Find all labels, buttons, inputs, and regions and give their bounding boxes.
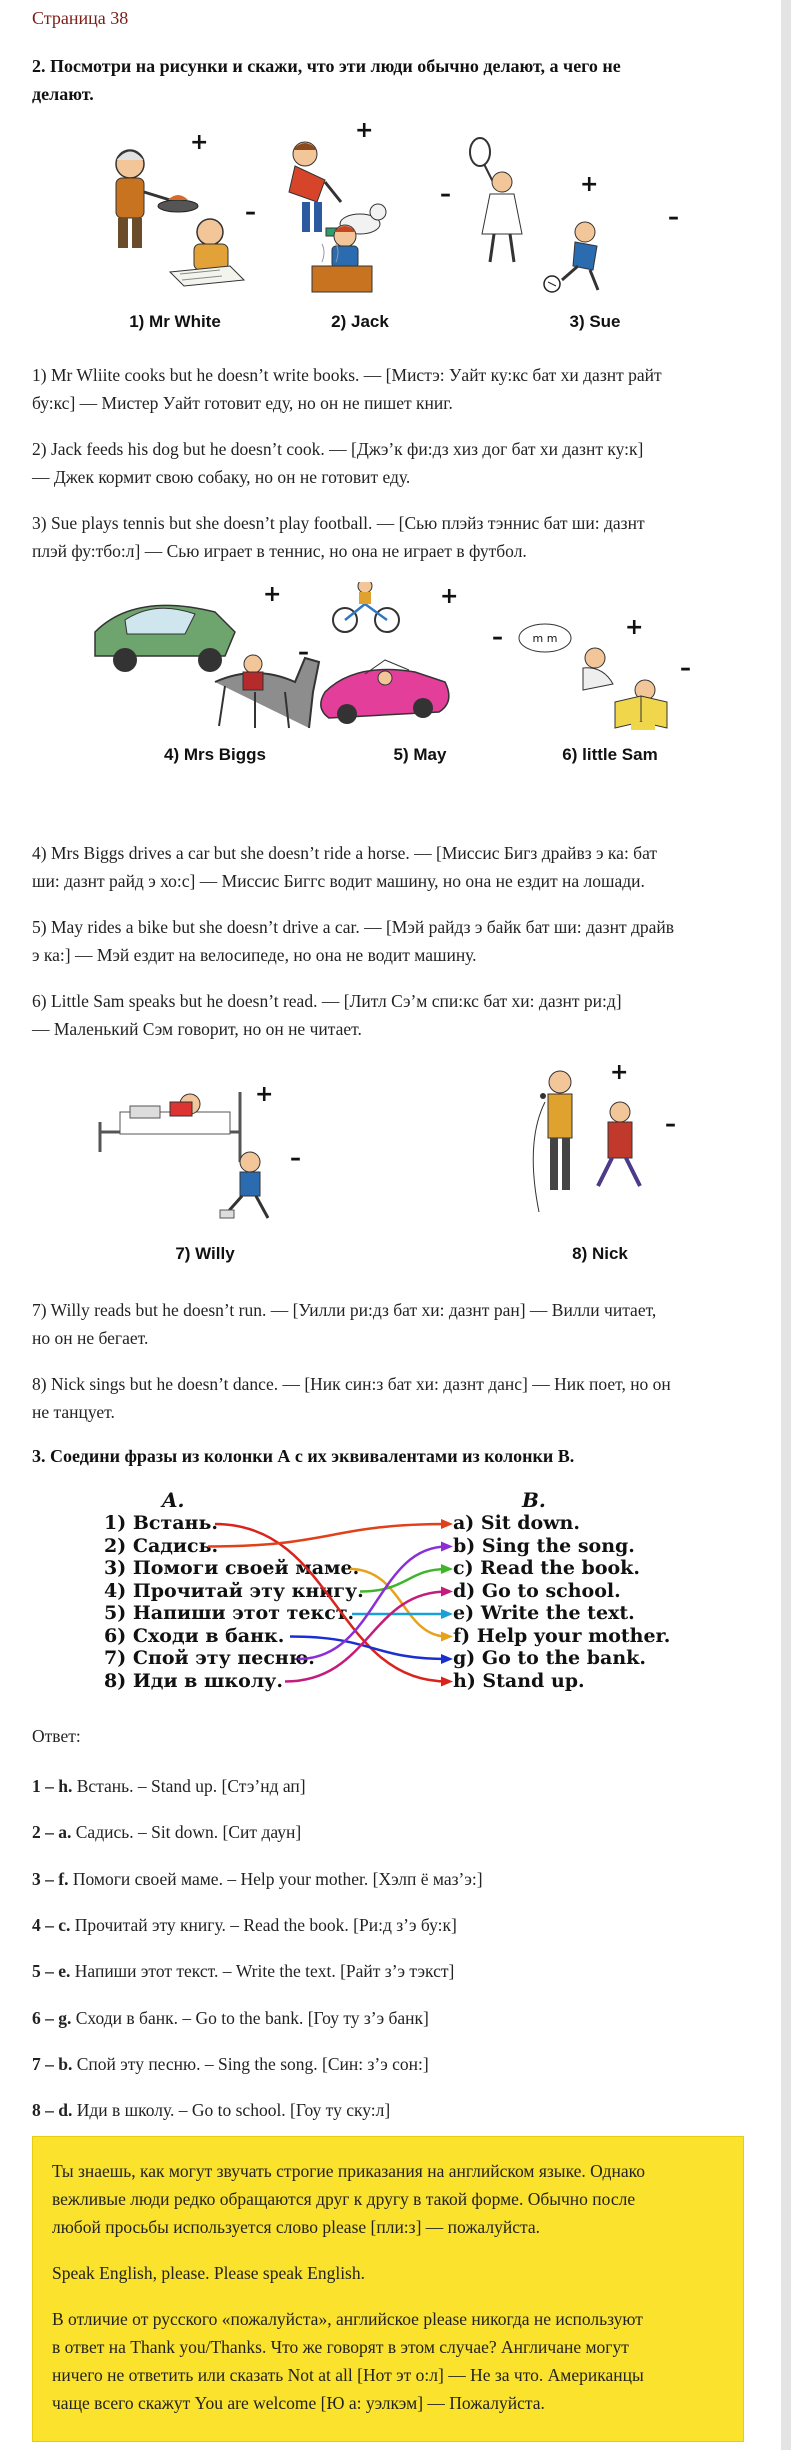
answer-key: 1 – h. <box>32 1776 73 1796</box>
plus-sign: + <box>610 1060 629 1085</box>
minus-sign: – <box>298 640 309 665</box>
arrowhead-icon <box>441 1587 453 1597</box>
plus-sign: + <box>625 615 644 640</box>
task2-title-line2: делают. <box>32 84 94 104</box>
column-a-item: 8) Иди в школу. <box>104 1669 283 1692</box>
column-a-heading: A. <box>162 1488 185 1512</box>
minus-sign: – <box>440 182 451 207</box>
page-number: Страница 38 <box>32 8 129 28</box>
column-a-item: 4) Прочитай эту книгу. <box>104 1579 364 1602</box>
answer-text: Спой эту песню. – Sing the song. [Син: з’э сон:] <box>72 2053 429 2074</box>
match-line <box>290 1637 447 1660</box>
answer-text: Иди в школу. – Go to school. [Гоу ту ску:л] <box>72 2100 391 2121</box>
column-b-item: c) Read the book. <box>453 1557 640 1579</box>
sentence-6-line2: — Маленький Сэм говорит, но он не читает. <box>32 1019 362 1039</box>
tip-p3-line2: в ответ на Thank you/Thanks. Что же говорят в этом случае? Англичане могут <box>52 2337 629 2357</box>
plus-sign: + <box>263 582 282 607</box>
answer-text: Сходи в банк. – Go to the bank. [Гоу ту з’э банк] <box>71 2007 429 2028</box>
caption-sue: 3) Sue <box>569 312 621 331</box>
sentence-5-line2: э ка:] — Мэй ездит на велосипеде, но она не водит машину. <box>32 945 477 965</box>
caption-little-sam: 6) little Sam <box>562 745 658 764</box>
answer-text: Встань. – Stand up. [Стэ’нд ап] <box>72 1776 306 1796</box>
sentence-6-line1: 6) Little Sam speaks but he doesn’t read. — [Литл Сэ’м спи:кс бат хи: дазнт ри:д] <box>32 991 622 1011</box>
tip-p2-line1: Speak English, please. Please speak English. <box>52 2263 365 2283</box>
column-b-item: f) Help your mother. <box>453 1624 671 1647</box>
column-b-item: d) Go to school. <box>453 1579 621 1602</box>
sentence-8-line2: не танцует. <box>32 1402 115 1422</box>
sentence-1-line1: 1) Mr Wliite cooks but he doesn’t write books. — [Мистэ: Уайт ку:кс бат хи дазнт райт <box>32 365 662 385</box>
column-b-item: a) Sit down. <box>453 1512 580 1534</box>
tip-p3-line4: чаще всего скажут You are welcome [Ю а: уэлкэм] — Пожалуйста. <box>52 2393 545 2413</box>
answer-item <box>32 1865 483 1893</box>
caption-nick: 8) Nick <box>572 1244 628 1263</box>
answer-text: Садись. – Sit down. [Сит даун] <box>71 1822 302 1843</box>
tip-box <box>32 2136 744 2442</box>
column-b-heading: B. <box>522 1488 546 1512</box>
column-a-item: 3) Помоги своей маме. <box>104 1557 360 1579</box>
arrowhead-icon <box>441 1654 453 1664</box>
answer-key: 4 – c. <box>32 1914 71 1935</box>
caption-willy: 7) Willy <box>175 1244 235 1263</box>
answer-key: 6 – g. <box>32 2007 72 2028</box>
caption-mrs-biggs: 4) Mrs Biggs <box>163 745 267 764</box>
caption-mr-white: 1) Mr White <box>129 312 221 331</box>
answer-key: 3 – f. <box>32 1868 69 1889</box>
answer-text: Напиши этот текст. – Write the text. [Райт з’э тэкст] <box>70 1961 455 1982</box>
plus-sign: + <box>580 172 599 197</box>
match-line <box>298 1547 447 1660</box>
answer-key: 7 – b. <box>32 2053 73 2074</box>
tip-p3-line1: В отличие от русского «пожалуйста», английское please никогда не используют <box>52 2309 643 2329</box>
minus-sign: – <box>668 205 679 230</box>
caption-may: 5) May <box>393 745 447 764</box>
arrowhead-icon <box>441 1609 453 1619</box>
match-line <box>360 1569 447 1592</box>
arrowhead-icon <box>441 1564 453 1574</box>
column-b-item: b) Sing the song. <box>453 1534 635 1557</box>
answer-item <box>32 2096 390 2124</box>
minus-sign: – <box>680 656 691 681</box>
answer-item <box>32 1772 306 1800</box>
match-line <box>350 1569 447 1637</box>
sentence-3-line2: плэй фу:тбо:л] — Сью играет в теннис, но она не играет в футбол. <box>32 541 527 561</box>
answer-item <box>32 2004 429 2032</box>
task3-title: 3. Соедини фразы из колонки А с их эквивалентами из колонки В. <box>32 1446 575 1466</box>
tip-p1-line3: любой просьбы используется слово please [пли:з] — пожалуйста. <box>52 2217 540 2237</box>
sentence-7-line1: 7) Willy reads but he doesn’t run. — [Уилли ри:дз бат хи: дазнт ран] — Вилли читает, <box>32 1300 657 1320</box>
plus-sign: + <box>255 1082 274 1107</box>
tip-p3-line3: ничего не ответить или сказать Not at all [Нот эт о:л] — Не за что. Американцы <box>52 2365 644 2385</box>
column-a-item: 6) Сходи в банк. <box>104 1624 285 1647</box>
sentence-4-line2: ши: дазнт райд э хо:с] — Миссис Биггс водит машину, но она не ездит на лошади. <box>32 871 645 891</box>
arrowhead-icon <box>441 1519 453 1529</box>
minus-sign: – <box>665 1112 676 1137</box>
answer-item <box>32 1957 454 1985</box>
tip-p1-line1: Ты знаешь, как могут звучать строгие приказания на английском языке. Однако <box>52 2161 645 2181</box>
plus-sign: + <box>190 130 209 155</box>
answer-text: Помоги своей маме. – Help your mother. [Хэлп ё маз’э:] <box>68 1868 483 1889</box>
answer-item <box>32 1911 457 1939</box>
arrowhead-icon <box>441 1542 453 1552</box>
sentence-2-line2: — Джек кормит свою собаку, но он не готовит еду. <box>32 467 411 487</box>
caption-jack: 2) Jack <box>331 312 389 331</box>
sentence-8-line1: 8) Nick sings but he doesn’t dance. — [Ник син:з бат хи: дазнт данс] — Ник поет, но он <box>32 1374 671 1394</box>
answer-key: 2 – a. <box>32 1822 72 1843</box>
sentence-1-line2: бу:кс] — Мистер Уайт готовит еду, но он не пишет книг. <box>32 393 453 413</box>
column-a-item: 5) Напиши этот текст. <box>104 1602 355 1624</box>
column-b-item: g) Go to the bank. <box>453 1647 646 1669</box>
column-a-item: 1) Встань. <box>104 1512 218 1534</box>
speech-bubble-text: m m <box>532 632 558 645</box>
plus-sign: + <box>440 584 459 609</box>
tip-p1-line2: вежливые люди редко обращаются друг к другу в такой форме. Обычно после <box>52 2189 636 2209</box>
sentence-2-line1: 2) Jack feeds his dog but he doesn’t cook. — [Джэ’к фи:дз хиз дог бат хи дазнт ку:к] <box>32 439 644 459</box>
task2-title-line1: 2. Посмотри на рисунки и скажи, что эти люди обычно делают, а чего не <box>32 56 621 76</box>
answer-label: Ответ: <box>32 1726 81 1746</box>
column-a-item: 2) Садись. <box>104 1534 219 1557</box>
answer-item <box>32 1818 301 1846</box>
answer-text: Прочитай эту книгу. – Read the book. [Ри:д з’э бу:к] <box>70 1914 457 1935</box>
answer-key: 8 – d. <box>32 2100 73 2121</box>
column-b-item: h) Stand up. <box>453 1669 585 1692</box>
answer-key: 5 – e. <box>32 1961 71 1982</box>
arrowhead-icon <box>441 1632 453 1642</box>
column-b-item: e) Write the text. <box>453 1602 635 1624</box>
column-a-item: 7) Спой эту песню. <box>104 1647 315 1669</box>
sentence-4-line1: 4) Mrs Biggs drives a car but she doesn’t ride a horse. — [Миссис Бигз драйвз э ка: бат <box>32 843 658 863</box>
minus-sign: – <box>290 1146 301 1171</box>
sentence-3-line1: 3) Sue plays tennis but she doesn’t play football. — [Сью плэйз тэннис бат ши: дазнт <box>32 513 645 533</box>
sentence-7-line2: но он не бегает. <box>32 1328 149 1348</box>
minus-sign: – <box>245 200 256 225</box>
arrowhead-icon <box>441 1677 453 1687</box>
sentence-5-line1: 5) May rides a bike but she doesn’t drive a car. — [Мэй райдз э байк бат ши: дазнт драйв <box>32 917 675 937</box>
answer-item <box>32 2050 429 2078</box>
minus-sign: – <box>492 625 503 650</box>
plus-sign: + <box>355 118 374 143</box>
